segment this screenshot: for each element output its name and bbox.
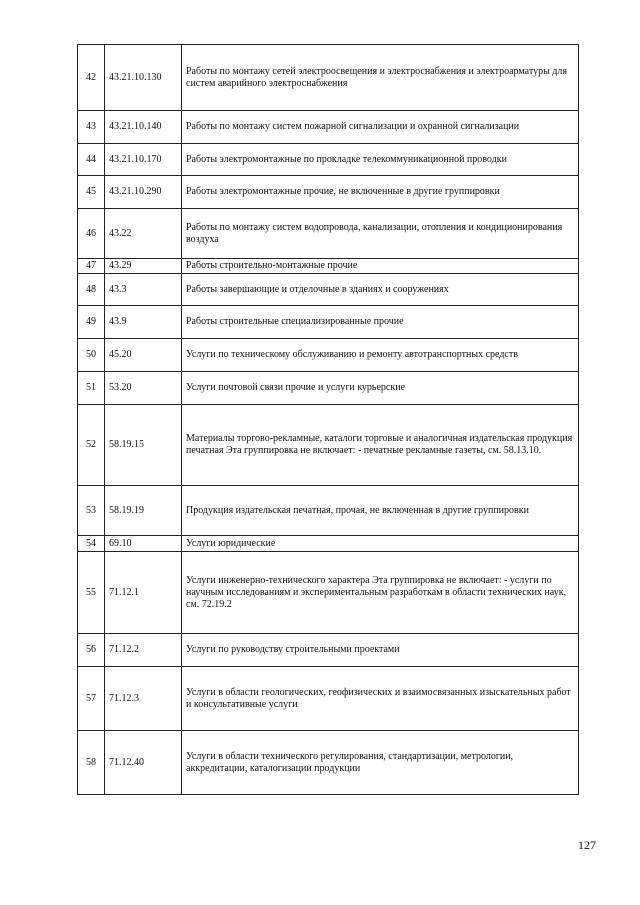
table-row xyxy=(78,339,579,372)
okpd-code: 69.10 xyxy=(105,536,182,552)
row-number: 47 xyxy=(78,259,105,274)
row-number: 44 xyxy=(78,144,105,176)
table-row xyxy=(78,111,579,144)
row-number: 53 xyxy=(78,486,105,536)
okpd-code: 43.22 xyxy=(105,209,182,259)
service-description: Работы строительно-монтажные прочие xyxy=(182,259,579,274)
table-row xyxy=(78,667,579,731)
row-number: 48 xyxy=(78,274,105,306)
okpd-code: 43.9 xyxy=(105,306,182,339)
row-number: 55 xyxy=(78,552,105,634)
service-description: Услуги по техническому обслуживанию и ремонту автотранспортных средств xyxy=(182,339,579,372)
service-description: Услуги почтовой связи прочие и услуги курьерские xyxy=(182,372,579,405)
okpd-code: 43.21.10.130 xyxy=(105,45,182,111)
table-row xyxy=(78,552,579,634)
services-table xyxy=(77,44,579,795)
service-description: Работы электромонтажные прочие, не включенные в другие группировки xyxy=(182,176,579,209)
row-number: 42 xyxy=(78,45,105,111)
service-description: Услуги инженерно-технического характера Эта группировка не включает: - услуги по научным исследованиям и экспериментальным разработкам в области технических наук, см. 72.19.2 xyxy=(182,552,579,634)
table-row xyxy=(78,634,579,667)
okpd-code: 43.3 xyxy=(105,274,182,306)
row-number: 51 xyxy=(78,372,105,405)
service-description: Услуги в области геологических, геофизических и взаимосвязанных изыскательных работ и консультативные услуги xyxy=(182,667,579,731)
okpd-code: 45.20 xyxy=(105,339,182,372)
table-row xyxy=(78,372,579,405)
table-row xyxy=(78,486,579,536)
row-number: 43 xyxy=(78,111,105,144)
okpd-code: 43.21.10.290 xyxy=(105,176,182,209)
table-row xyxy=(78,405,579,486)
okpd-code: 53.20 xyxy=(105,372,182,405)
row-number: 49 xyxy=(78,306,105,339)
table-row xyxy=(78,209,579,259)
page-number: 127 xyxy=(578,838,596,852)
okpd-code: 71.12.2 xyxy=(105,634,182,667)
row-number: 58 xyxy=(78,731,105,795)
row-number: 56 xyxy=(78,634,105,667)
service-description: Работы по монтажу сетей электроосвещения и электроснабжения и электроарматуры для систем аварийного электроснабжения xyxy=(182,45,579,111)
row-number: 46 xyxy=(78,209,105,259)
service-description: Работы строительные специализированные прочие xyxy=(182,306,579,339)
service-description: Работы по монтажу систем пожарной сигнализации и охранной сигнализации xyxy=(182,111,579,144)
okpd-code: 43.21.10.140 xyxy=(105,111,182,144)
table-row xyxy=(78,144,579,176)
row-number: 52 xyxy=(78,405,105,486)
okpd-code: 43.21.10.170 xyxy=(105,144,182,176)
row-number: 50 xyxy=(78,339,105,372)
service-description: Продукция издательская печатная, прочая, не включенная в другие группировки xyxy=(182,486,579,536)
service-description: Услуги юридические xyxy=(182,536,579,552)
row-number: 45 xyxy=(78,176,105,209)
table-row xyxy=(78,176,579,209)
service-description: Услуги по руководству строительными проектами xyxy=(182,634,579,667)
okpd-code: 71.12.3 xyxy=(105,667,182,731)
okpd-code: 43.29 xyxy=(105,259,182,274)
service-description: Работы по монтажу систем водопровода, канализации, отопления и кондиционирования воздуха xyxy=(182,209,579,259)
service-description: Материалы торгово-рекламные, каталоги торговые и аналогичная издательская продукция печатная Эта группировка не включает: - печатные рекламные газеты, см. 58.13.10. xyxy=(182,405,579,486)
table-row xyxy=(78,45,579,111)
row-number: 57 xyxy=(78,667,105,731)
service-description: Работы завершающие и отделочные в зданиях и сооружениях xyxy=(182,274,579,306)
okpd-code: 71.12.40 xyxy=(105,731,182,795)
table-row xyxy=(78,259,579,274)
okpd-code: 58.19.19 xyxy=(105,486,182,536)
okpd-code: 58.19.15 xyxy=(105,405,182,486)
table-body xyxy=(78,45,579,795)
okpd-code: 71.12.1 xyxy=(105,552,182,634)
table-row xyxy=(78,274,579,306)
table-row xyxy=(78,536,579,552)
service-description: Работы электромонтажные по прокладке телекоммуникационной проводки xyxy=(182,144,579,176)
row-number: 54 xyxy=(78,536,105,552)
service-description: Услуги в области технического регулирования, стандартизации, метрологии, аккредитации, каталогизации продукции xyxy=(182,731,579,795)
table-row xyxy=(78,731,579,795)
table-row xyxy=(78,306,579,339)
